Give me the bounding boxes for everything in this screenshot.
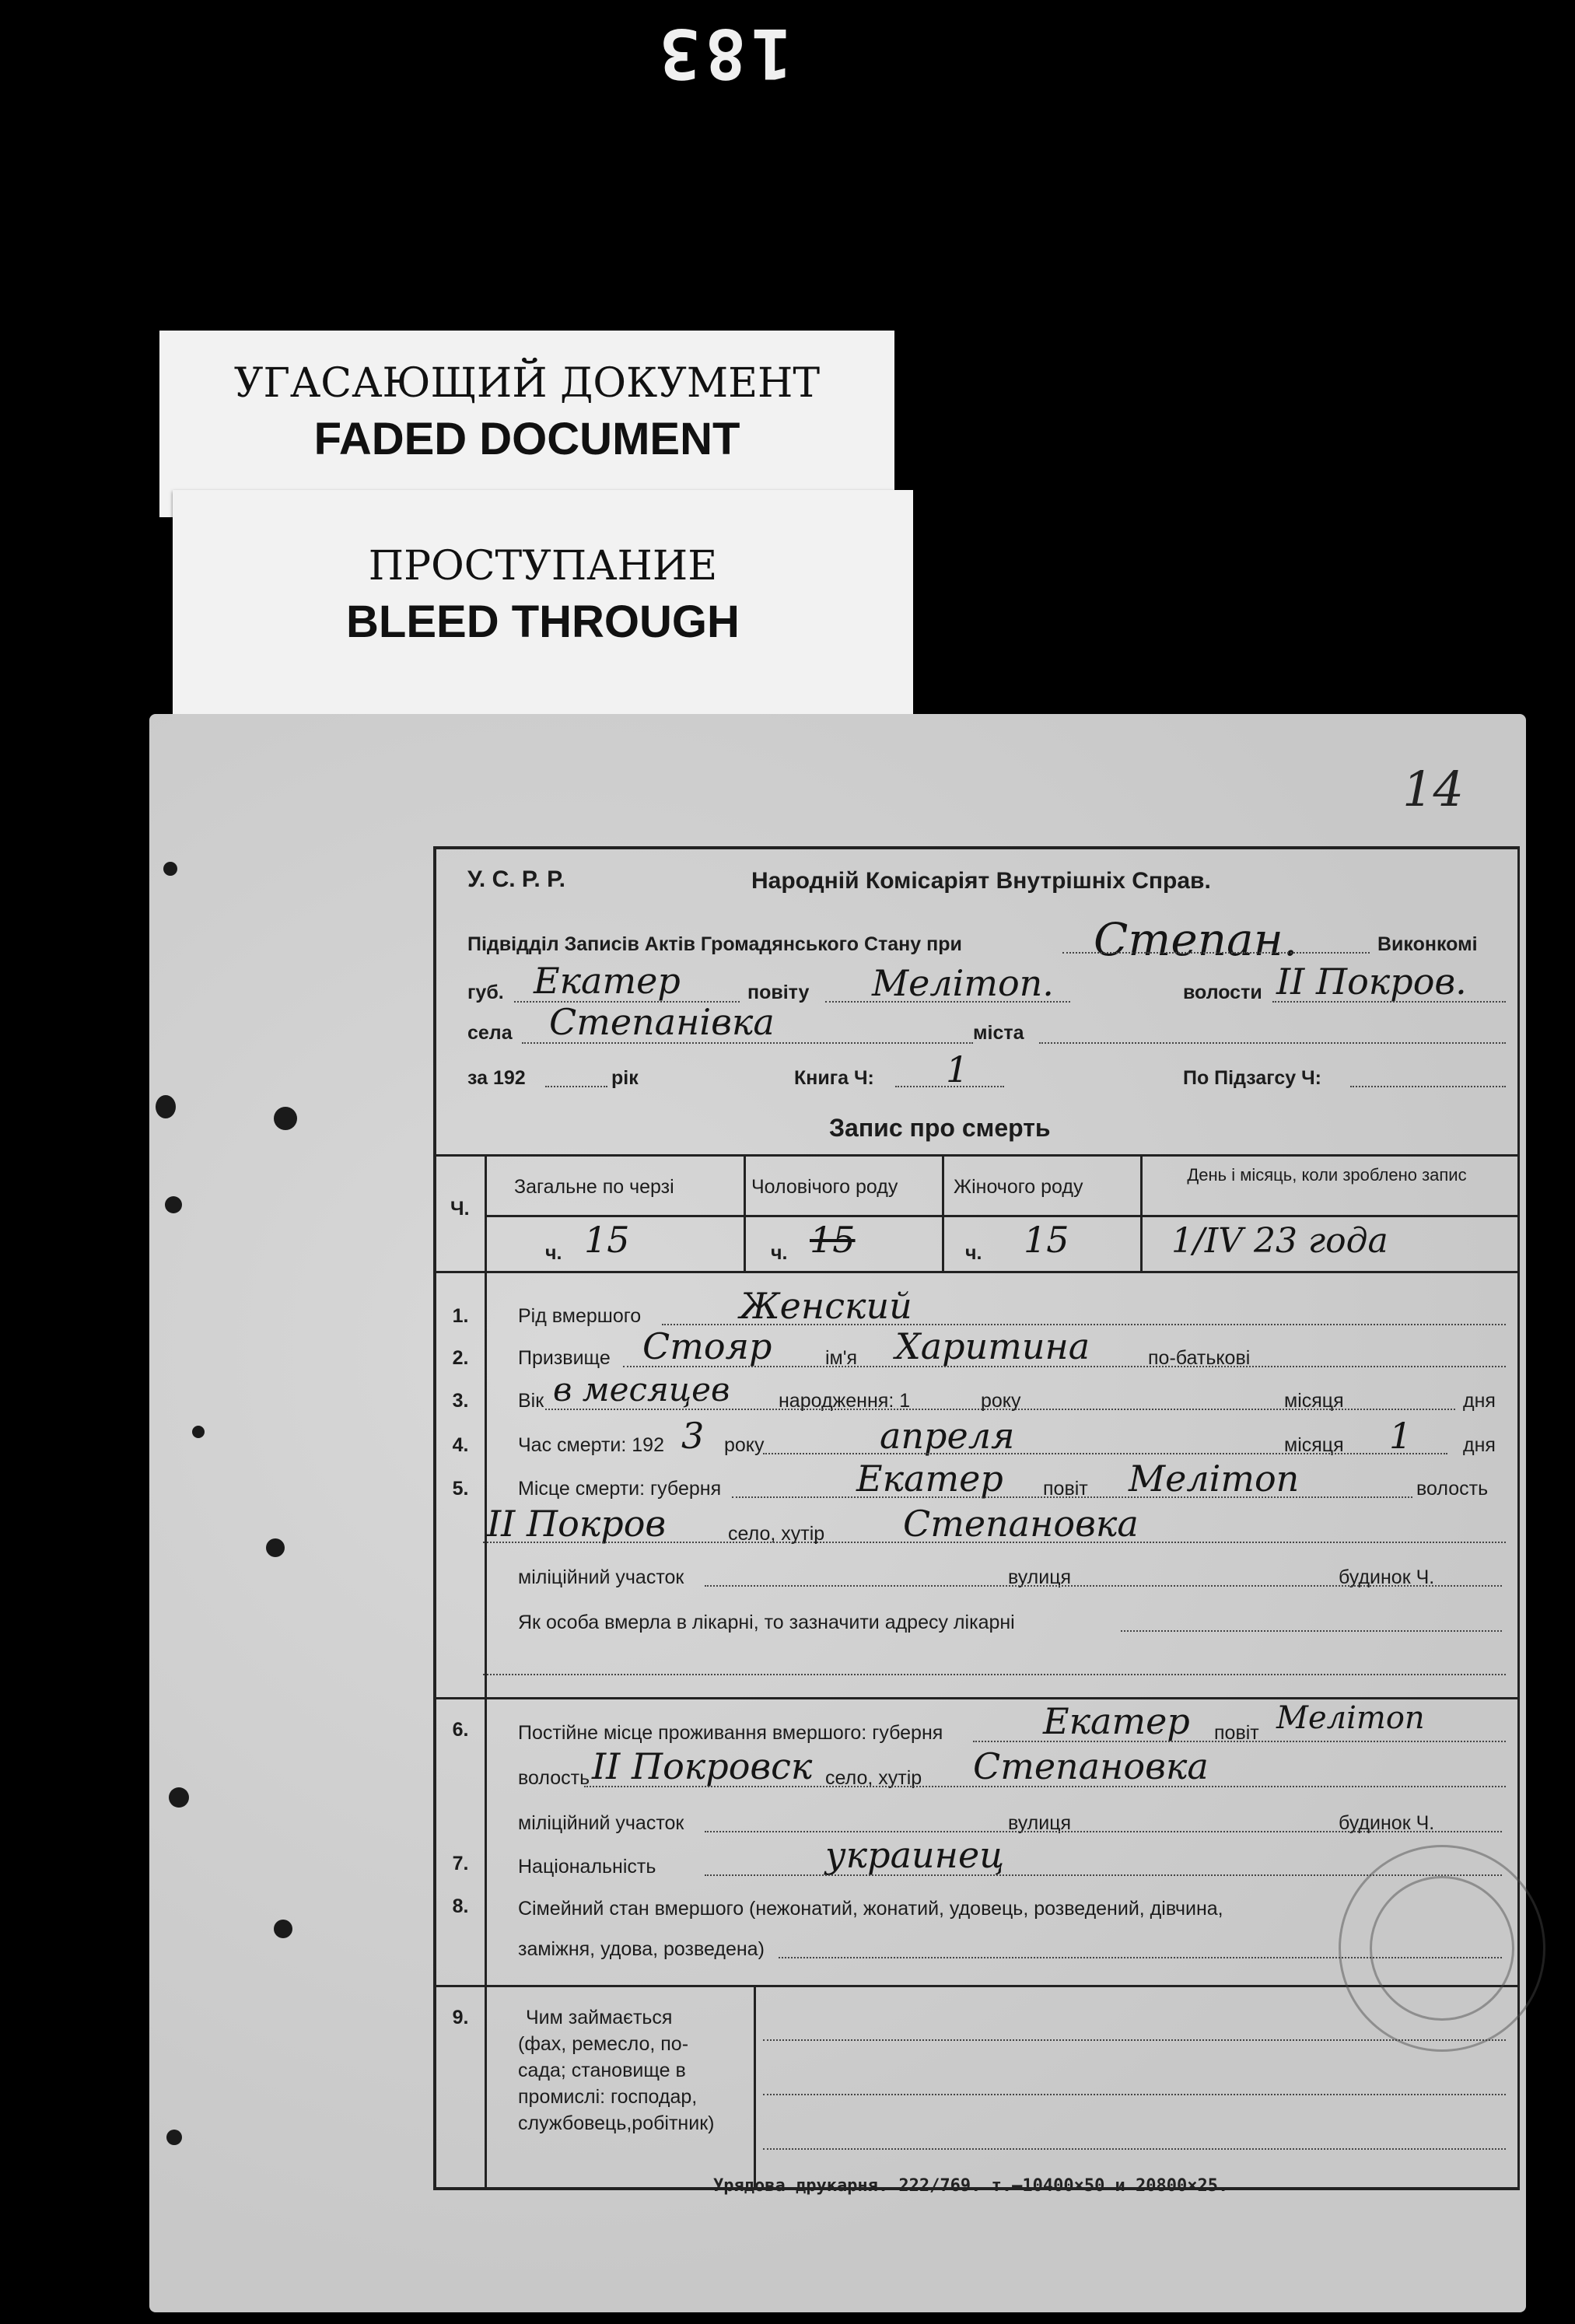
volost-value: II Покров. <box>1276 961 1467 1003</box>
row-number: 2. <box>452 1347 469 1369</box>
r6-povit-value: Мелітоп <box>1276 1700 1425 1736</box>
bleed-through-notice <box>173 490 913 716</box>
r9-line-b <box>763 2094 1506 2095</box>
r9-line1: Чим займається <box>526 2007 673 2028</box>
r2-label: Призвище <box>518 1347 611 1369</box>
r6-volost: волость <box>518 1767 590 1789</box>
date-value: 1/IV 23 года <box>1171 1221 1388 1261</box>
subdept-value: Степан. <box>1094 913 1298 966</box>
male-prefix: ч. <box>771 1242 788 1264</box>
binding-hole <box>266 1538 285 1557</box>
r3-line <box>545 1409 1455 1410</box>
r8-label: Сімейний стан вмершого (нежонатий, жонатий, удовець, розведений, дівчина, <box>518 1898 1223 1920</box>
r6-volost-value: II Покровск <box>592 1745 813 1787</box>
r5-selo-line <box>483 1542 1506 1543</box>
r3-mid: народження: 1 <box>779 1390 911 1412</box>
row-number: 7. <box>452 1853 469 1874</box>
r5-street: вулиця <box>1008 1566 1072 1588</box>
col-female: Жіночого роду <box>954 1176 1083 1198</box>
general-value: 15 <box>584 1219 630 1261</box>
r6-selo-value: Степановка <box>973 1745 1209 1787</box>
povit-label: повіту <box>747 982 810 1003</box>
misto-line <box>1039 1042 1506 1044</box>
r5-militia-line <box>705 1585 1502 1587</box>
row-number: 3. <box>452 1390 469 1412</box>
col-ch: Ч. <box>450 1198 470 1220</box>
r4-label: Час смерти: 192 <box>518 1434 664 1456</box>
r5-label: Місце смерти: губерня <box>518 1478 722 1500</box>
faded-document-notice <box>159 331 894 517</box>
r4-day-value: 1 <box>1389 1415 1412 1457</box>
volost-line <box>1272 1001 1506 1003</box>
r3-month: місяця <box>1284 1390 1344 1412</box>
bleed-notice-en: BLEED THROUGH <box>346 597 740 647</box>
gub-value: Екатер <box>534 960 681 1002</box>
r9-line4: промислі: господар, <box>518 2086 698 2108</box>
row-number: 9. <box>452 2007 469 2028</box>
binding-hole <box>274 1107 297 1130</box>
subrecord-line <box>1350 1086 1506 1087</box>
row-number: 6. <box>452 1719 469 1741</box>
r4-year: року <box>724 1434 765 1456</box>
r6-militia: міліційний участок <box>518 1812 684 1834</box>
r2-line <box>623 1366 1506 1367</box>
r1-value: Женский <box>740 1285 912 1327</box>
section-rule <box>436 1697 1517 1699</box>
faded-notice-ru: УГАСАЮЩИЙ ДОКУМЕНТ <box>233 360 821 407</box>
binding-hole <box>163 862 177 876</box>
binding-hole <box>169 1787 189 1808</box>
r9-line5: службовець,робітник) <box>518 2112 715 2134</box>
female-value: 15 <box>1024 1219 1069 1261</box>
row-number: 5. <box>452 1478 469 1500</box>
r7-value: украинец <box>825 1834 1005 1876</box>
r5-povit-value: Мелітоп <box>1129 1458 1300 1500</box>
year-label: за 192 <box>467 1067 526 1089</box>
binding-hole <box>165 1196 182 1213</box>
row-number: 1. <box>452 1305 469 1327</box>
povit-line <box>825 1001 1070 1003</box>
r7-label: Національність <box>518 1856 656 1878</box>
table-top-rule <box>436 1154 1517 1157</box>
imprint: Урядова друкарня. 222/769. т.—10400×50 и 20800×25. <box>713 2176 1229 2196</box>
commissariat-label: Народній Комісаріят Внутрішніх Справ. <box>751 868 1211 894</box>
volost-label: волости <box>1183 982 1262 1003</box>
table-divider <box>942 1154 944 1271</box>
r2-name-value: Харитина <box>895 1325 1090 1367</box>
r5-volost-value: II Покров <box>487 1503 667 1545</box>
faded-notice-en: FADED DOCUMENT <box>313 414 740 464</box>
selo-value: Степанівка <box>549 1001 775 1043</box>
r2-patronymic-label: по-батькові <box>1148 1347 1251 1369</box>
book-value: 1 <box>946 1048 969 1090</box>
r5-selo: село, хутір <box>728 1523 825 1545</box>
r4-month: місяця <box>1284 1434 1344 1456</box>
binding-hole <box>192 1426 205 1438</box>
r5-volost: волость <box>1416 1478 1489 1500</box>
official-stamp <box>1370 1876 1514 2021</box>
r5-hospital: Як особа вмерла в лікарні, то зазначити адресу лікарні <box>518 1612 1015 1633</box>
r6-house: будинок Ч. <box>1339 1812 1435 1834</box>
selo-label: села <box>467 1022 513 1044</box>
r6-selo: село, хутір <box>825 1767 922 1789</box>
r1-label: Рід вмершого <box>518 1305 642 1327</box>
r4-year-value: 3 <box>681 1415 705 1457</box>
r6-line <box>973 1741 1506 1742</box>
r9-line-c <box>763 2148 1506 2150</box>
r4-day: дня <box>1463 1434 1496 1456</box>
r3-label: Вік <box>518 1390 544 1412</box>
r8-label-line2: заміжня, удова, розведена) <box>518 1938 765 1960</box>
r6-gub-value: Екатер <box>1043 1700 1190 1742</box>
table-divider <box>1140 1154 1143 1271</box>
r5-militia: міліційний участок <box>518 1566 684 1588</box>
year-suffix: рік <box>611 1067 639 1089</box>
table-divider <box>485 1154 487 1271</box>
general-prefix: ч. <box>545 1242 562 1264</box>
record-title: Запис про смерть <box>829 1114 1051 1142</box>
reel-number: 183 <box>654 13 793 93</box>
r5-povit: повіт <box>1043 1478 1088 1500</box>
female-prefix: ч. <box>965 1242 982 1264</box>
r5-extra-line <box>483 1674 1506 1675</box>
male-value: 15 <box>810 1219 856 1261</box>
row-number: 8. <box>452 1895 469 1917</box>
table-divider <box>744 1154 746 1271</box>
col-date: День і місяць, коли зроблено запис <box>1187 1165 1467 1185</box>
death-record-form <box>433 846 1520 2190</box>
death-record-page <box>149 714 1526 2312</box>
r6-povit: повіт <box>1214 1722 1259 1744</box>
r3-year: року <box>981 1390 1021 1412</box>
subrecord-label: По Підзагсу Ч: <box>1183 1067 1322 1089</box>
page-number: 14 <box>1402 761 1464 817</box>
row-number: 4. <box>452 1434 469 1456</box>
r2-value: Стояр <box>642 1325 772 1367</box>
republic-label: У. С. Р. Р. <box>467 866 565 892</box>
r3-day: дня <box>1463 1390 1496 1412</box>
subdept-label: Підвідділ Записів Актів Громадянського Стану при <box>467 933 962 955</box>
r5-gub-value: Екатер <box>856 1458 1003 1500</box>
row-number-divider <box>485 1271 487 2187</box>
book-line <box>895 1086 1004 1087</box>
year-line <box>545 1086 607 1087</box>
r4-month-value: апреля <box>880 1415 1015 1457</box>
table-mid-rule <box>485 1215 1517 1217</box>
r9-line3: сада; становище в <box>518 2060 686 2081</box>
r4-line <box>763 1453 1447 1454</box>
selo-line <box>522 1042 973 1044</box>
binding-hole <box>156 1095 176 1118</box>
r5-hospital-line <box>1121 1630 1502 1632</box>
table-bottom-rule <box>436 1271 1517 1273</box>
r5-house: будинок Ч. <box>1339 1566 1435 1588</box>
binding-hole <box>274 1920 292 1938</box>
r6-selo-line <box>584 1786 1506 1787</box>
binding-hole <box>166 2130 182 2145</box>
col-general: Загальне по черзі <box>514 1176 674 1198</box>
r6-label: Постійне місце проживання вмершого: губерня <box>518 1722 943 1744</box>
executive-label: Виконкомі <box>1377 933 1478 955</box>
r9-divider <box>754 1985 756 2187</box>
book-label: Книга Ч: <box>794 1067 874 1089</box>
r5-selo-value: Степановка <box>903 1503 1139 1545</box>
subdept-line <box>1062 952 1370 954</box>
col-male: Чоловічого роду <box>751 1176 898 1198</box>
r5-line <box>732 1496 1412 1498</box>
bleed-notice-ru: ПРОСТУПАНИЕ <box>368 543 718 590</box>
r3-value: в месяцев <box>553 1370 730 1409</box>
r6-militia-line <box>705 1831 1502 1832</box>
gub-label: губ. <box>467 982 504 1003</box>
povit-value: Мелітоп. <box>872 962 1054 1004</box>
r9-line2: (фах, ремесло, по- <box>518 2033 689 2055</box>
r6-street: вулиця <box>1008 1812 1072 1834</box>
misto-label: міста <box>973 1022 1024 1044</box>
r2-name-label: ім'я <box>825 1347 858 1369</box>
